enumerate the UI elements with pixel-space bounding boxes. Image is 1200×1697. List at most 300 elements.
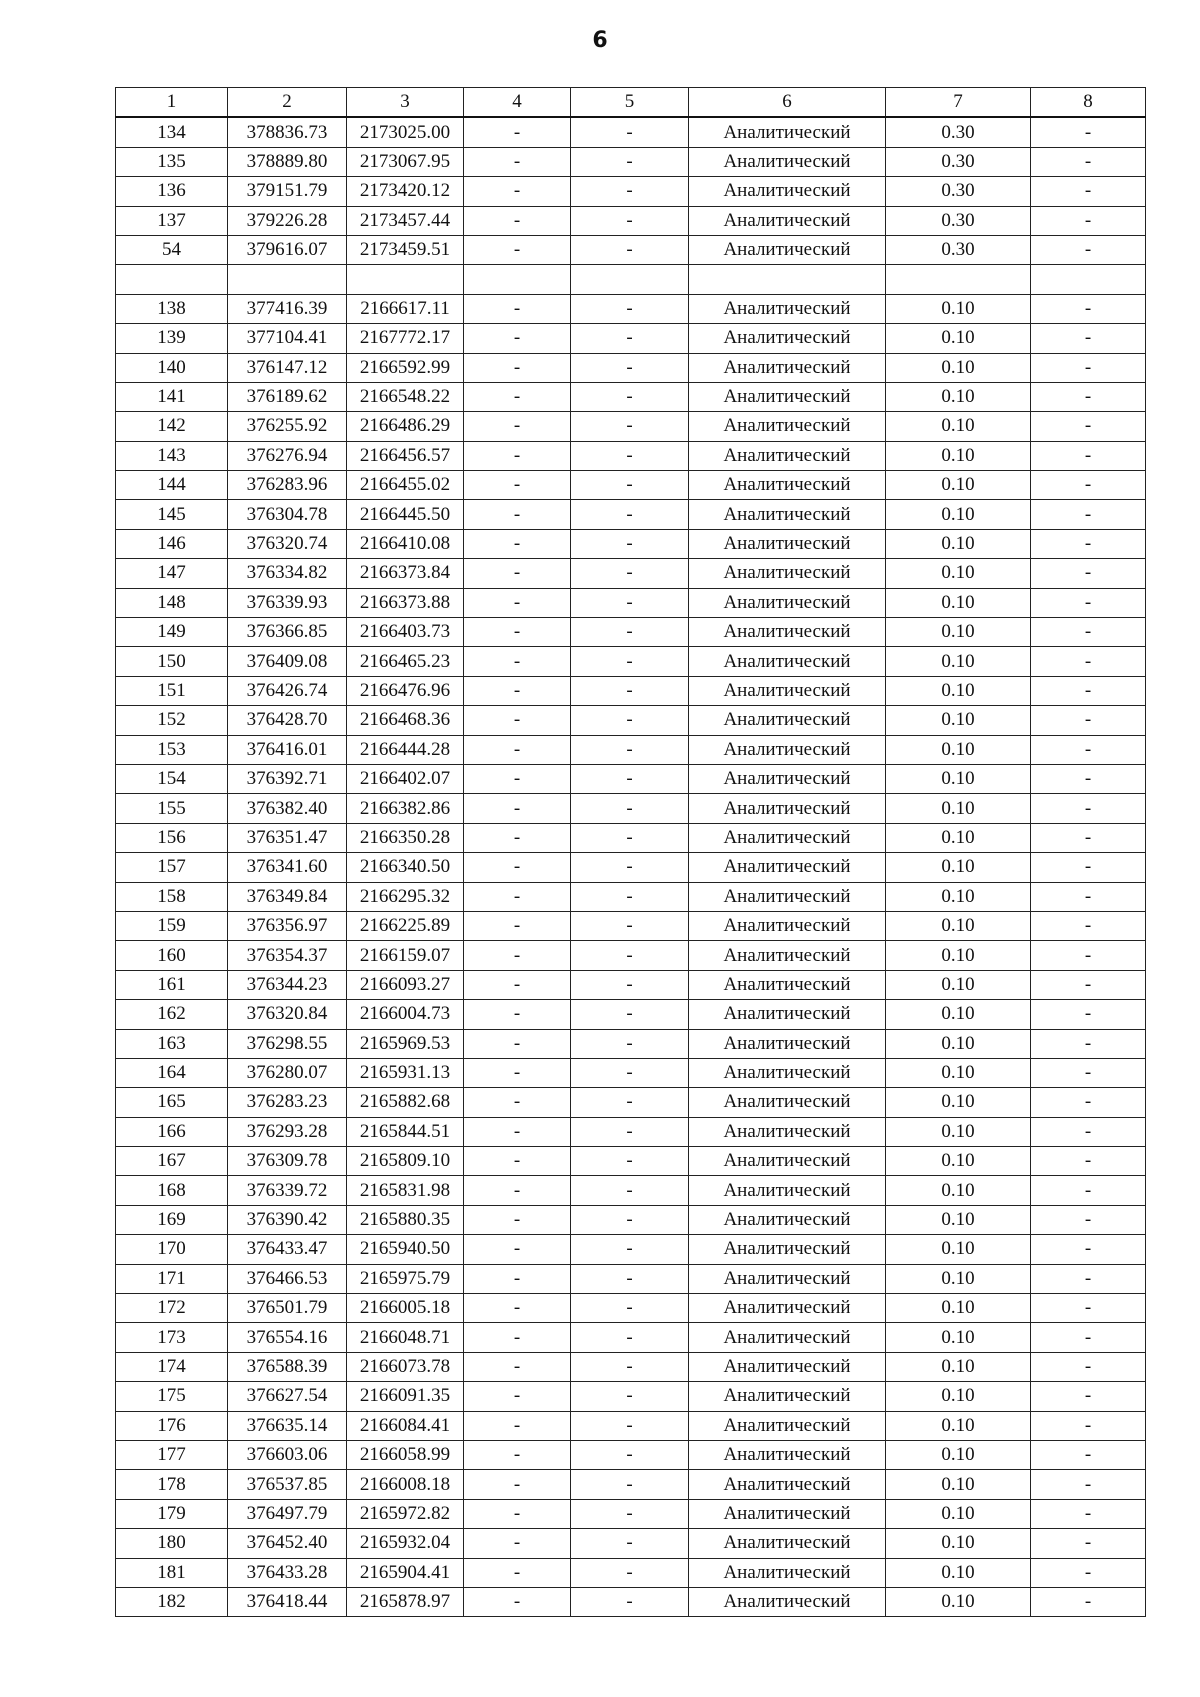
table-row <box>116 235 1146 264</box>
cell-col-4: - <box>464 1205 571 1234</box>
cell-col-4: - <box>464 1029 571 1058</box>
cell-col-8: - <box>1031 1058 1146 1087</box>
cell-accuracy: 0.10 <box>886 647 1031 676</box>
cell-accuracy: 0.10 <box>886 882 1031 911</box>
cell-x-coordinate: 376339.72 <box>228 1176 347 1205</box>
cell-y-coordinate: 2166617.11 <box>347 294 464 323</box>
cell-col-8: - <box>1031 1235 1146 1264</box>
cell-col-5: - <box>571 1440 689 1469</box>
cell-point-number: 147 <box>116 559 228 588</box>
cell-col-8: - <box>1031 1382 1146 1411</box>
cell-col-5: - <box>571 1264 689 1293</box>
cell-col-8: - <box>1031 324 1146 353</box>
cell-y-coordinate: 2166225.89 <box>347 911 464 940</box>
table-row <box>116 1529 1146 1558</box>
cell-method: Аналитический <box>689 764 886 793</box>
table-body <box>116 117 1146 1616</box>
cell-x-coordinate: 376189.62 <box>228 382 347 411</box>
cell-accuracy: 0.30 <box>886 235 1031 264</box>
table-row <box>116 529 1146 558</box>
cell-col-4: - <box>464 1352 571 1381</box>
cell-col-4: - <box>464 794 571 823</box>
cell-col-4: - <box>464 1000 571 1029</box>
cell-y-coordinate: 2166350.28 <box>347 823 464 852</box>
cell-method: Аналитический <box>689 1352 886 1381</box>
table-row <box>116 1382 1146 1411</box>
cell-accuracy: 0.10 <box>886 794 1031 823</box>
cell-y-coordinate: 2165972.82 <box>347 1499 464 1528</box>
cell-method: Аналитический <box>689 1323 886 1352</box>
cell-point-number: 135 <box>116 147 228 176</box>
cell-method: Аналитический <box>689 941 886 970</box>
column-header-5: 5 <box>571 88 689 118</box>
cell-col-8: - <box>1031 1147 1146 1176</box>
cell-y-coordinate: 2166465.23 <box>347 647 464 676</box>
cell-col-8: - <box>1031 1176 1146 1205</box>
cell-col-4: - <box>464 559 571 588</box>
cell-col-5: - <box>571 294 689 323</box>
cell-y-coordinate: 2165904.41 <box>347 1558 464 1587</box>
cell-x-coordinate: 376147.12 <box>228 353 347 382</box>
cell-col-8: - <box>1031 1440 1146 1469</box>
table-row <box>116 177 1146 206</box>
cell-col-4: - <box>464 117 571 147</box>
table-row <box>116 764 1146 793</box>
cell-col-4: - <box>464 294 571 323</box>
cell-x-coordinate: 376280.07 <box>228 1058 347 1087</box>
cell-col-5: - <box>571 559 689 588</box>
column-header-2: 2 <box>228 88 347 118</box>
cell-y-coordinate: 2166295.32 <box>347 882 464 911</box>
cell-x-coordinate: 376349.84 <box>228 882 347 911</box>
cell-col-8: - <box>1031 676 1146 705</box>
cell-y-coordinate: 2173459.51 <box>347 235 464 264</box>
cell-col-8: - <box>1031 647 1146 676</box>
table-row <box>116 823 1146 852</box>
cell-y-coordinate: 2166058.99 <box>347 1440 464 1469</box>
cell-col-4: - <box>464 529 571 558</box>
cell-col-5: - <box>571 911 689 940</box>
cell-method: Аналитический <box>689 588 886 617</box>
cell-method: Аналитический <box>689 1147 886 1176</box>
table-row <box>116 1000 1146 1029</box>
table-row <box>116 1117 1146 1146</box>
cell-y-coordinate: 2173025.00 <box>347 117 464 147</box>
cell-accuracy: 0.10 <box>886 706 1031 735</box>
cell-x-coordinate: 376255.92 <box>228 412 347 441</box>
cell-x-coordinate: 378836.73 <box>228 117 347 147</box>
cell-col-4: - <box>464 147 571 176</box>
cell-point-number: 137 <box>116 206 228 235</box>
cell-method: Аналитический <box>689 353 886 382</box>
cell-accuracy: 0.30 <box>886 147 1031 176</box>
cell-point-number: 175 <box>116 1382 228 1411</box>
cell-x-coordinate: 376344.23 <box>228 970 347 999</box>
cell-y-coordinate: 2166073.78 <box>347 1352 464 1381</box>
cell-col-5: - <box>571 588 689 617</box>
cell-x-coordinate: 376304.78 <box>228 500 347 529</box>
cell-point-number: 171 <box>116 1264 228 1293</box>
cell-accuracy: 0.10 <box>886 412 1031 441</box>
cell-x-coordinate: 376537.85 <box>228 1470 347 1499</box>
cell-col-4: - <box>464 177 571 206</box>
cell-accuracy: 0.10 <box>886 1587 1031 1616</box>
table-row <box>116 1205 1146 1234</box>
cell-col-5: - <box>571 529 689 558</box>
cell-y-coordinate: 2165969.53 <box>347 1029 464 1058</box>
cell-accuracy: 0.10 <box>886 1323 1031 1352</box>
cell-accuracy: 0.10 <box>886 500 1031 529</box>
coordinates-table <box>115 87 1146 1617</box>
cell-point-number: 174 <box>116 1352 228 1381</box>
cell-x-coordinate: 376339.93 <box>228 588 347 617</box>
cell-x-coordinate: 376466.53 <box>228 1264 347 1293</box>
cell-col-4: - <box>464 1264 571 1293</box>
cell-point-number: 173 <box>116 1323 228 1352</box>
table-row <box>116 1235 1146 1264</box>
cell-col-8: - <box>1031 970 1146 999</box>
cell-col-4: - <box>464 1088 571 1117</box>
cell-method: Аналитический <box>689 1176 886 1205</box>
cell-col-4: - <box>464 471 571 500</box>
cell-col-5: - <box>571 647 689 676</box>
cell-col-4: - <box>464 853 571 882</box>
cell-y-coordinate: 2166084.41 <box>347 1411 464 1440</box>
cell-y-coordinate: 2166382.86 <box>347 794 464 823</box>
cell-col-4: - <box>464 206 571 235</box>
cell-col-4: - <box>464 235 571 264</box>
cell-x-coordinate: 378889.80 <box>228 147 347 176</box>
cell-accuracy: 0.10 <box>886 441 1031 470</box>
cell-x-coordinate: 376497.79 <box>228 1499 347 1528</box>
cell-method: Аналитический <box>689 1529 886 1558</box>
cell-method: Аналитический <box>689 117 886 147</box>
cell-y-coordinate: 2165844.51 <box>347 1117 464 1146</box>
cell-y-coordinate: 2167772.17 <box>347 324 464 353</box>
cell-col-8: - <box>1031 706 1146 735</box>
cell-point-number: 136 <box>116 177 228 206</box>
cell-method: Аналитический <box>689 823 886 852</box>
cell-point-number: 145 <box>116 500 228 529</box>
page-number: 6 <box>592 28 608 53</box>
cell-point-number: 148 <box>116 588 228 617</box>
table-row <box>116 559 1146 588</box>
cell-col-5: - <box>571 618 689 647</box>
table-row <box>116 1058 1146 1087</box>
cell-col-4: - <box>464 1499 571 1528</box>
cell-col-4 <box>464 265 571 294</box>
cell-y-coordinate: 2165931.13 <box>347 1058 464 1087</box>
cell-col-8: - <box>1031 353 1146 382</box>
cell-method: Аналитический <box>689 294 886 323</box>
cell-col-5: - <box>571 882 689 911</box>
cell-accuracy: 0.10 <box>886 1029 1031 1058</box>
cell-method: Аналитический <box>689 1264 886 1293</box>
cell-col-4: - <box>464 1529 571 1558</box>
cell-col-4: - <box>464 1470 571 1499</box>
table-row <box>116 1440 1146 1469</box>
cell-y-coordinate: 2165932.04 <box>347 1529 464 1558</box>
cell-col-5: - <box>571 117 689 147</box>
cell-accuracy: 0.10 <box>886 559 1031 588</box>
cell-col-5: - <box>571 1352 689 1381</box>
table-row <box>116 647 1146 676</box>
cell-method: Аналитический <box>689 911 886 940</box>
cell-accuracy: 0.10 <box>886 1000 1031 1029</box>
cell-col-8: - <box>1031 1587 1146 1616</box>
cell-x-coordinate: 376390.42 <box>228 1205 347 1234</box>
cell-point-number: 180 <box>116 1529 228 1558</box>
cell-col-4: - <box>464 1176 571 1205</box>
cell-point-number: 170 <box>116 1235 228 1264</box>
cell-col-8: - <box>1031 588 1146 617</box>
cell-accuracy: 0.10 <box>886 353 1031 382</box>
table-row <box>116 206 1146 235</box>
cell-accuracy: 0.10 <box>886 1529 1031 1558</box>
cell-col-8: - <box>1031 794 1146 823</box>
cell-col-8: - <box>1031 1205 1146 1234</box>
table-row <box>116 1470 1146 1499</box>
cell-y-coordinate: 2166592.99 <box>347 353 464 382</box>
cell-col-4: - <box>464 618 571 647</box>
table-row <box>116 1088 1146 1117</box>
cell-x-coordinate: 376354.37 <box>228 941 347 970</box>
cell-accuracy: 0.10 <box>886 853 1031 882</box>
cell-accuracy: 0.10 <box>886 1147 1031 1176</box>
table-row <box>116 1264 1146 1293</box>
cell-accuracy: 0.10 <box>886 1235 1031 1264</box>
cell-method: Аналитический <box>689 1117 886 1146</box>
cell-method: Аналитический <box>689 794 886 823</box>
cell-x-coordinate: 376309.78 <box>228 1147 347 1176</box>
cell-col-8: - <box>1031 735 1146 764</box>
cell-x-coordinate: 376603.06 <box>228 1440 347 1469</box>
cell-col-5: - <box>571 941 689 970</box>
cell-y-coordinate: 2166159.07 <box>347 941 464 970</box>
cell-x-coordinate: 376635.14 <box>228 1411 347 1440</box>
cell-x-coordinate: 376428.70 <box>228 706 347 735</box>
cell-point-number: 158 <box>116 882 228 911</box>
cell-method: Аналитический <box>689 471 886 500</box>
cell-x-coordinate: 376588.39 <box>228 1352 347 1381</box>
cell-accuracy: 0.10 <box>886 1294 1031 1323</box>
cell-col-4: - <box>464 324 571 353</box>
cell-col-8: - <box>1031 147 1146 176</box>
table-row <box>116 941 1146 970</box>
table-row <box>116 706 1146 735</box>
cell-point-number <box>116 265 228 294</box>
cell-col-8: - <box>1031 1558 1146 1587</box>
cell-point-number: 172 <box>116 1294 228 1323</box>
column-header-8: 8 <box>1031 88 1146 118</box>
cell-col-5: - <box>571 853 689 882</box>
cell-point-number: 156 <box>116 823 228 852</box>
cell-col-8: - <box>1031 471 1146 500</box>
cell-col-5: - <box>571 1029 689 1058</box>
cell-point-number: 164 <box>116 1058 228 1087</box>
cell-point-number: 155 <box>116 794 228 823</box>
table-row <box>116 676 1146 705</box>
cell-method: Аналитический <box>689 382 886 411</box>
cell-col-8: - <box>1031 206 1146 235</box>
cell-x-coordinate: 376366.85 <box>228 618 347 647</box>
cell-point-number: 144 <box>116 471 228 500</box>
cell-method: Аналитический <box>689 970 886 999</box>
cell-col-5: - <box>571 1587 689 1616</box>
cell-point-number: 178 <box>116 1470 228 1499</box>
cell-point-number: 176 <box>116 1411 228 1440</box>
cell-col-4: - <box>464 382 571 411</box>
cell-x-coordinate <box>228 265 347 294</box>
table-row <box>116 882 1146 911</box>
table-row <box>116 471 1146 500</box>
cell-accuracy: 0.10 <box>886 941 1031 970</box>
cell-col-4: - <box>464 1323 571 1352</box>
cell-x-coordinate: 376382.40 <box>228 794 347 823</box>
cell-method: Аналитический <box>689 235 886 264</box>
table-row <box>116 324 1146 353</box>
cell-y-coordinate: 2166468.36 <box>347 706 464 735</box>
table-row <box>116 1147 1146 1176</box>
cell-col-4: - <box>464 1294 571 1323</box>
cell-y-coordinate: 2166444.28 <box>347 735 464 764</box>
column-header-6: 6 <box>689 88 886 118</box>
cell-col-4: - <box>464 1587 571 1616</box>
cell-method: Аналитический <box>689 676 886 705</box>
cell-method: Аналитический <box>689 441 886 470</box>
cell-col-4: - <box>464 500 571 529</box>
cell-accuracy: 0.10 <box>886 676 1031 705</box>
cell-point-number: 146 <box>116 529 228 558</box>
cell-col-4: - <box>464 647 571 676</box>
cell-col-8: - <box>1031 441 1146 470</box>
cell-y-coordinate: 2166004.73 <box>347 1000 464 1029</box>
cell-col-4: - <box>464 823 571 852</box>
cell-method: Аналитический <box>689 618 886 647</box>
column-header-4: 4 <box>464 88 571 118</box>
cell-col-8: - <box>1031 294 1146 323</box>
table-row <box>116 735 1146 764</box>
cell-col-5: - <box>571 177 689 206</box>
cell-x-coordinate: 376341.60 <box>228 853 347 882</box>
cell-y-coordinate: 2173420.12 <box>347 177 464 206</box>
cell-y-coordinate: 2166445.50 <box>347 500 464 529</box>
cell-col-4: - <box>464 1382 571 1411</box>
cell-col-4: - <box>464 911 571 940</box>
cell-y-coordinate: 2166476.96 <box>347 676 464 705</box>
cell-x-coordinate: 376452.40 <box>228 1529 347 1558</box>
cell-method: Аналитический <box>689 735 886 764</box>
cell-point-number: 160 <box>116 941 228 970</box>
cell-accuracy: 0.10 <box>886 1176 1031 1205</box>
cell-col-5: - <box>571 353 689 382</box>
cell-col-4: - <box>464 1411 571 1440</box>
cell-accuracy: 0.10 <box>886 294 1031 323</box>
cell-col-4: - <box>464 706 571 735</box>
cell-method: Аналитический <box>689 206 886 235</box>
cell-col-5: - <box>571 1382 689 1411</box>
cell-col-5: - <box>571 500 689 529</box>
table-row <box>116 970 1146 999</box>
cell-method: Аналитический <box>689 529 886 558</box>
table-row <box>116 1029 1146 1058</box>
table-row <box>116 1558 1146 1587</box>
cell-accuracy: 0.10 <box>886 382 1031 411</box>
cell-y-coordinate: 2166091.35 <box>347 1382 464 1411</box>
cell-col-5: - <box>571 382 689 411</box>
cell-y-coordinate: 2166005.18 <box>347 1294 464 1323</box>
cell-method <box>689 265 886 294</box>
cell-col-5: - <box>571 970 689 999</box>
cell-col-4: - <box>464 764 571 793</box>
cell-point-number: 134 <box>116 117 228 147</box>
cell-method: Аналитический <box>689 1440 886 1469</box>
cell-x-coordinate: 376433.28 <box>228 1558 347 1587</box>
cell-accuracy: 0.10 <box>886 1205 1031 1234</box>
cell-col-4: - <box>464 970 571 999</box>
cell-point-number: 161 <box>116 970 228 999</box>
cell-point-number: 162 <box>116 1000 228 1029</box>
cell-col-8: - <box>1031 177 1146 206</box>
cell-x-coordinate: 376433.47 <box>228 1235 347 1264</box>
cell-col-5: - <box>571 235 689 264</box>
cell-method: Аналитический <box>689 147 886 176</box>
cell-accuracy: 0.30 <box>886 117 1031 147</box>
cell-point-number: 140 <box>116 353 228 382</box>
cell-method: Аналитический <box>689 500 886 529</box>
column-header-7: 7 <box>886 88 1031 118</box>
cell-col-5: - <box>571 1205 689 1234</box>
cell-col-8: - <box>1031 1411 1146 1440</box>
table-row <box>116 1411 1146 1440</box>
table-row <box>116 353 1146 382</box>
cell-col-5: - <box>571 441 689 470</box>
cell-point-number: 138 <box>116 294 228 323</box>
cell-col-8 <box>1031 265 1146 294</box>
cell-method: Аналитический <box>689 1088 886 1117</box>
cell-y-coordinate: 2166403.73 <box>347 618 464 647</box>
cell-col-8: - <box>1031 117 1146 147</box>
cell-col-5: - <box>571 147 689 176</box>
cell-col-8: - <box>1031 882 1146 911</box>
table-row <box>116 794 1146 823</box>
cell-col-4: - <box>464 588 571 617</box>
cell-col-4: - <box>464 1147 571 1176</box>
cell-x-coordinate: 376501.79 <box>228 1294 347 1323</box>
cell-col-8: - <box>1031 1029 1146 1058</box>
cell-y-coordinate: 2166373.84 <box>347 559 464 588</box>
table-row <box>116 147 1146 176</box>
cell-col-4: - <box>464 882 571 911</box>
cell-method: Аналитический <box>689 177 886 206</box>
cell-y-coordinate: 2166455.02 <box>347 471 464 500</box>
table-row <box>116 1499 1146 1528</box>
cell-y-coordinate: 2166048.71 <box>347 1323 464 1352</box>
cell-point-number: 159 <box>116 911 228 940</box>
cell-accuracy: 0.10 <box>886 970 1031 999</box>
cell-col-5: - <box>571 735 689 764</box>
cell-point-number: 167 <box>116 1147 228 1176</box>
cell-x-coordinate: 377416.39 <box>228 294 347 323</box>
cell-x-coordinate: 379226.28 <box>228 206 347 235</box>
cell-col-4: - <box>464 1440 571 1469</box>
cell-accuracy: 0.10 <box>886 1117 1031 1146</box>
cell-col-5: - <box>571 1499 689 1528</box>
cell-point-number: 181 <box>116 1558 228 1587</box>
cell-method: Аналитический <box>689 1294 886 1323</box>
cell-col-5: - <box>571 1117 689 1146</box>
table-row <box>116 1294 1146 1323</box>
